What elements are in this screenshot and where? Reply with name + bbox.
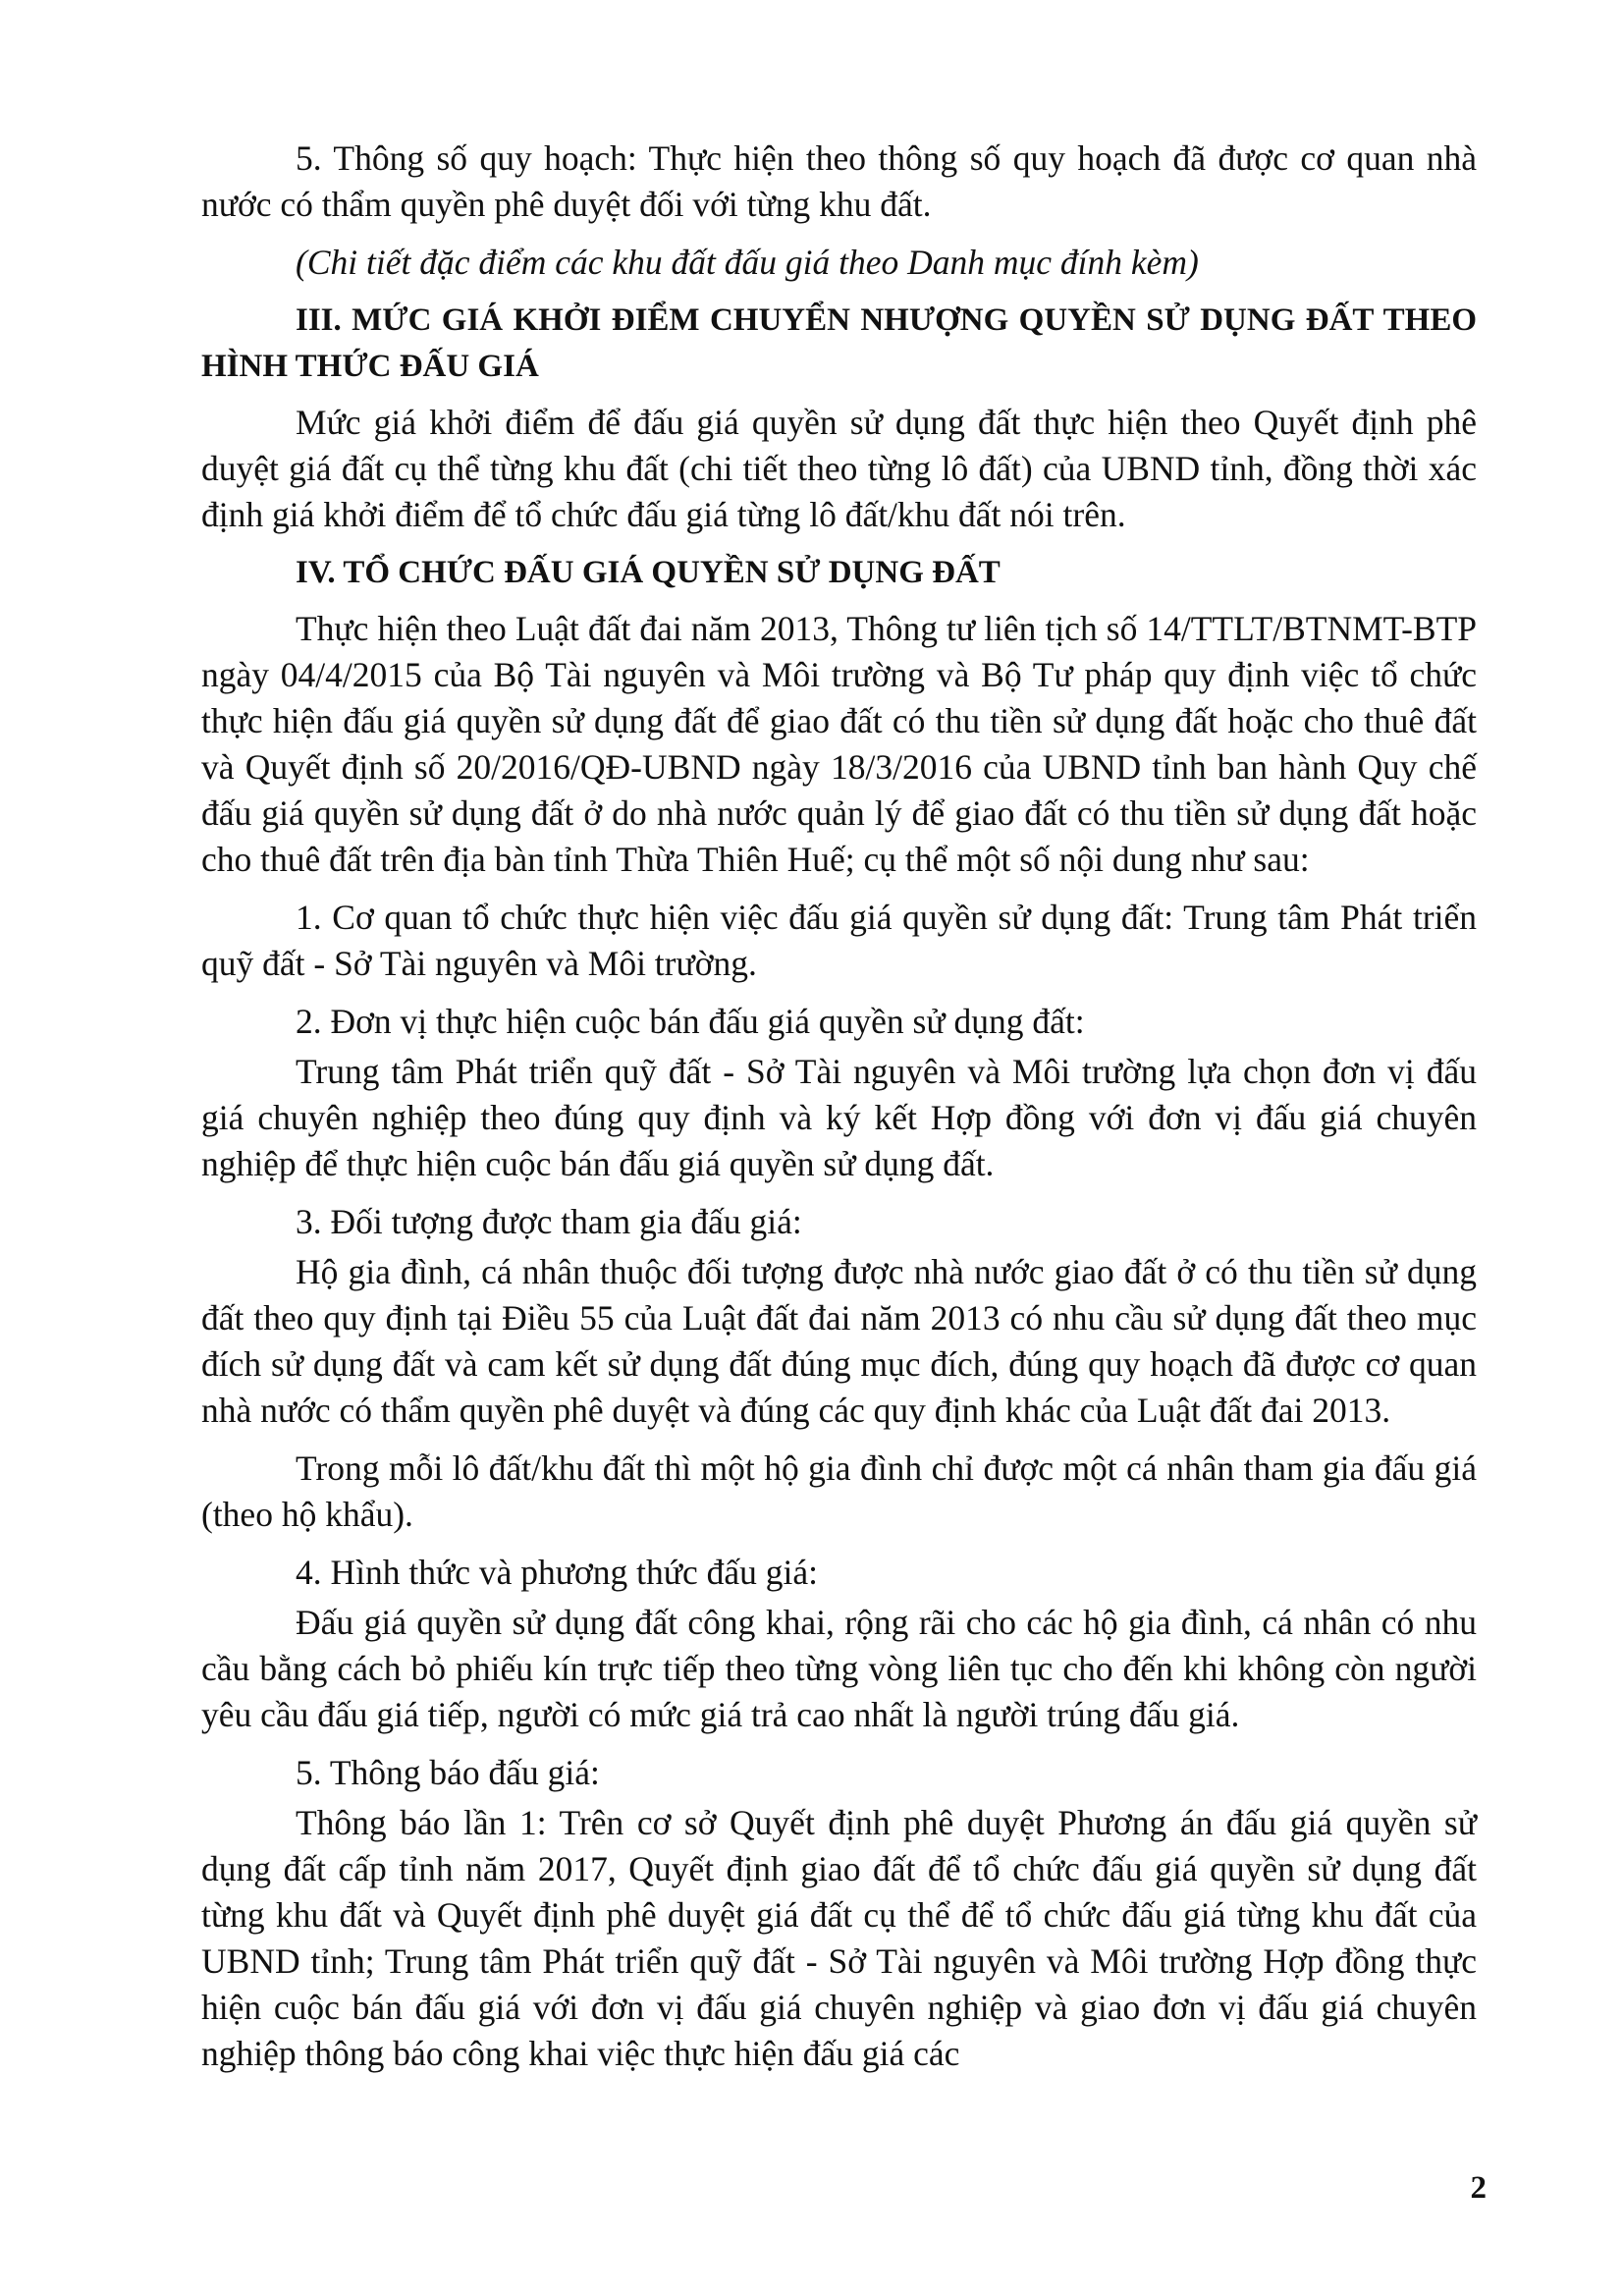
document-body — [201, 136, 1477, 2077]
paragraph-item-3-note: Trong mỗi lô đất/khu đất thì một hộ gia đình chỉ được một cá nhân tham gia đấu giá (theo hộ khẩu). — [201, 1448, 1477, 1534]
paragraph-item-3-title: 3. Đối tượng được tham gia đấu giá: — [296, 1202, 802, 1241]
page-number: 2 — [1470, 2170, 1487, 2206]
paragraph-item-2-title: 2. Đơn vị thực hiện cuộc bán đấu giá quyền sử dụng đất: — [296, 1002, 1085, 1041]
paragraph-starting-price: Mức giá khởi điểm để đấu giá quyền sử dụng đất thực hiện theo Quyết định phê duyệt giá đất cụ thể từng khu đất (chi tiết theo từng lô đất) của UBND tỉnh, đồng thời xác định giá khởi điểm để tổ chức đấu giá từng lô đất/khu đất nói trên. — [201, 403, 1477, 534]
paragraph-item-1: 1. Cơ quan tổ chức thực hiện việc đấu giá quyền sử dụng đất: Trung tâm Phát triển quỹ đất - Sở Tài nguyên và Môi trường. — [201, 898, 1477, 983]
paragraph-planning-parameters: 5. Thông số quy hoạch: Thực hiện theo thông số quy hoạch đã được cơ quan nhà nước có thẩm quyền phê duyệt đối với từng khu đất. — [201, 138, 1477, 224]
paragraph-item-2-body: Trung tâm Phát triển quỹ đất - Sở Tài nguyên và Môi trường lựa chọn đơn vị đấu giá chuyên nghiệp theo đúng quy định và ký kết Hợp đồng với đơn vị đấu giá chuyên nghiệp để thực hiện cuộc bán đấu giá quyền sử dụng đất. — [201, 1052, 1477, 1183]
section-heading-iv: IV. TỔ CHỨC ĐẤU GIÁ QUYỀN SỬ DỤNG ĐẤT — [296, 555, 1001, 590]
paragraph-item-4-title: 4. Hình thức và phương thức đấu giá: — [296, 1553, 818, 1592]
paragraph-item-5-body: Thông báo lần 1: Trên cơ sở Quyết định phê duyệt Phương án đấu giá quyền sử dụng đất cấp tỉnh năm 2017, Quyết định giao đất để tổ chức đấu giá quyền sử dụng đất từng khu đất và Quyết định phê duyệt giá đất cụ thể để tổ chức đấu giá từng khu đất của UBND tỉnh; Trung tâm Phát triển quỹ đất - Sở Tài nguyên và Môi trường Hợp đồng thực hiện cuộc bán đấu giá với đơn vị đấu giá chuyên nghiệp và giao đơn vị đấu giá chuyên nghiệp thông báo công khai việc thực hiện đấu giá các — [201, 1803, 1477, 2073]
paragraph-attachment-note: (Chi tiết đặc điểm các khu đất đấu giá theo Danh mục đính kèm) — [296, 243, 1199, 282]
paragraph-item-3-body: Hộ gia đình, cá nhân thuộc đối tượng được nhà nước giao đất ở có thu tiền sử dụng đất theo quy định tại Điều 55 của Luật đất đai năm 2013 có nhu cầu sử dụng đất theo mục đích sử dụng đất và cam kết sử dụng đất đúng mục đích, đúng quy hoạch đã được cơ quan nhà nước có thẩm quyền phê duyệt và đúng các quy định khác của Luật đất đai 2013. — [201, 1252, 1477, 1430]
paragraph-item-5-title: 5. Thông báo đấu giá: — [296, 1753, 600, 1792]
section-heading-iii: III. MỨC GIÁ KHỞI ĐIỂM CHUYỂN NHƯỢNG QUYỀN SỬ DỤNG ĐẤT THEO HÌNH THỨC ĐẤU GIÁ — [201, 302, 1477, 384]
paragraph-legal-basis: Thực hiện theo Luật đất đai năm 2013, Thông tư liên tịch số 14/TTLT/BTNMT-BTP ngày 04/4/2015 của Bộ Tài nguyên và Môi trường và Bộ Tư pháp quy định việc tổ chức thực hiện đấu giá quyền sử dụng đất để giao đất có thu tiền sử dụng đất hoặc cho thuê đất và Quyết định số 20/2016/QĐ-UBND ngày 18/3/2016 của UBND tỉnh ban hành Quy chế đấu giá quyền sử dụng đất ở do nhà nước quản lý để giao đất có thu tiền sử dụng đất hoặc cho thuê đất trên địa bàn tỉnh Thừa Thiên Huế; cụ thể một số nội dung như sau: — [201, 609, 1477, 879]
paragraph-item-4-body: Đấu giá quyền sử dụng đất công khai, rộng rãi cho các hộ gia đình, cá nhân có nhu cầu bằng cách bỏ phiếu kín trực tiếp theo từng vòng liên tục cho đến khi không còn người yêu cầu đấu giá tiếp, người có mức giá trả cao nhất là người trúng đấu giá. — [201, 1603, 1477, 1734]
